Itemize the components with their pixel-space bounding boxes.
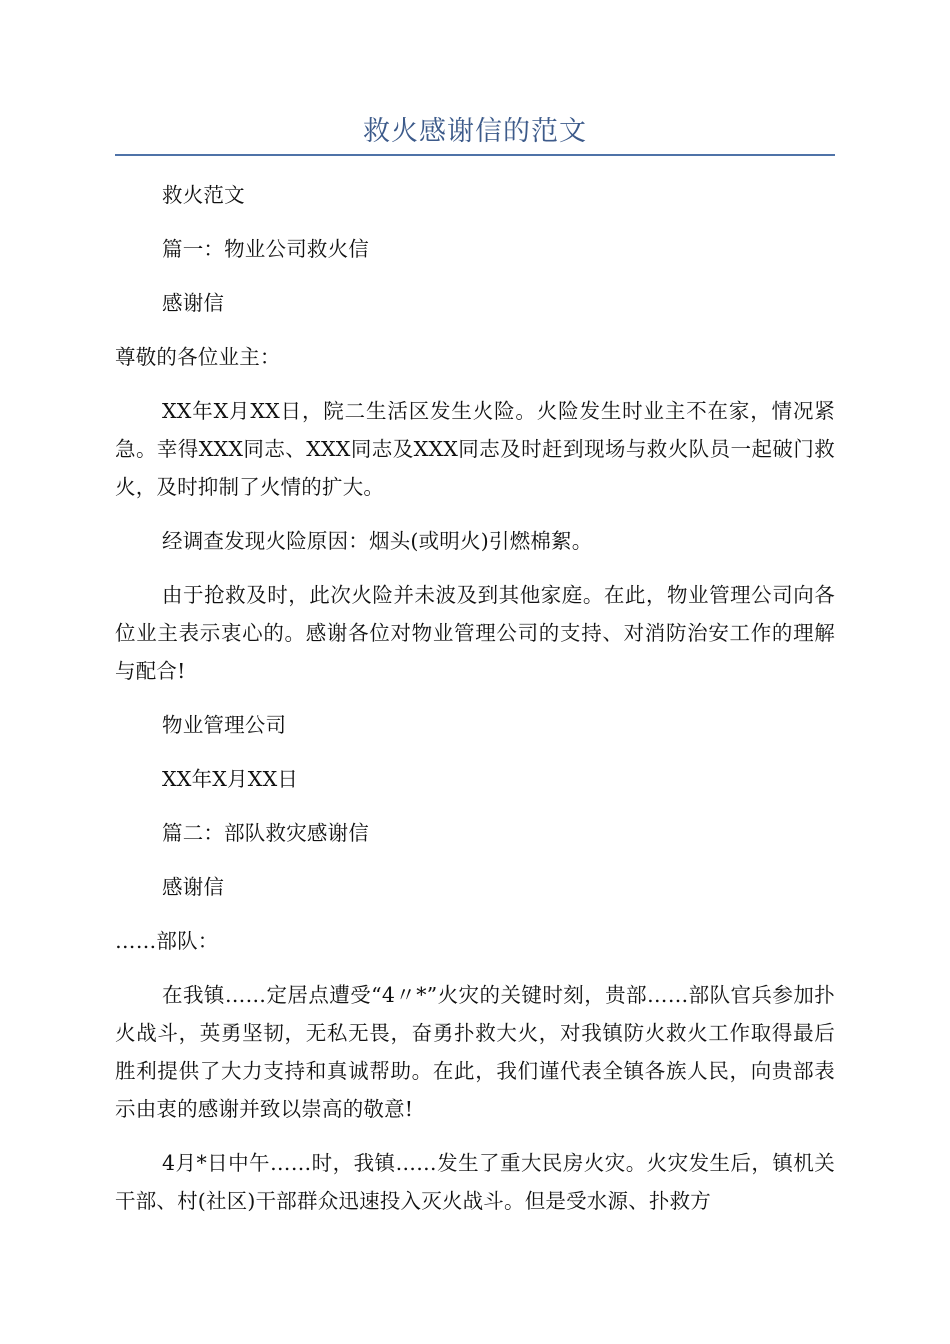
document-title: 救火感谢信的范文 [363,116,587,147]
paragraph-incident-description: XX年X月XX日，院二生活区发生火险。火险发生时业主不在家，情况紧急。幸得XXX同志、XXX同志及XXX同志及时赶到现场与救火队员一起破门救火，及时抑制了火情的扩大。 [115,399,835,499]
title-underline [115,154,835,156]
paragraph-part-one-heading: 篇一：物业公司救火信 [162,237,369,261]
paragraph-section-heading: 救火范文 [162,183,245,207]
paragraph-signature-date: XX年X月XX日 [162,767,299,791]
paragraph-signature-company: 物业管理公司 [162,713,287,737]
paragraph-part-two-heading: 篇二：部队救灾感谢信 [162,821,369,845]
document-body [115,176,835,1236]
paragraph-salutation-1: 尊敬的各位业主： [115,345,281,369]
paragraph-fire-account: 4月*日中午……时，我镇……发生了重大民房火灾。火灾发生后，镇机关干部、村(社区)干部群众迅速投入灭火战斗。但是受水源、扑救方 [115,1151,835,1213]
paragraph-thanks-1: 由于抢救及时，此次火险并未波及到其他家庭。在此，物业管理公司向各位业主表示衷心的。感谢各位对物业管理公司的支持、对消防治安工作的理解与配合! [115,583,835,683]
paragraph-letter-heading-1: 感谢信 [162,291,225,315]
paragraph-cause: 经调查发现火险原因：烟头(或明火)引燃棉絮。 [162,529,593,553]
paragraph-thanks-2: 在我镇……定居点遭受“4〃*”火灾的关键时刻，贵部……部队官兵参加扑火战斗，英勇坚韧，无私无畏，奋勇扑救大火，对我镇防火救火工作取得最后胜利提供了大力支持和真诚帮助。在此，我们谨代表全镇各族人民，向贵部表示由衷的感谢并致以崇高的敬意! [115,983,835,1121]
paragraph-letter-heading-2: 感谢信 [162,875,225,899]
paragraph-salutation-2: ……部队： [115,929,219,953]
